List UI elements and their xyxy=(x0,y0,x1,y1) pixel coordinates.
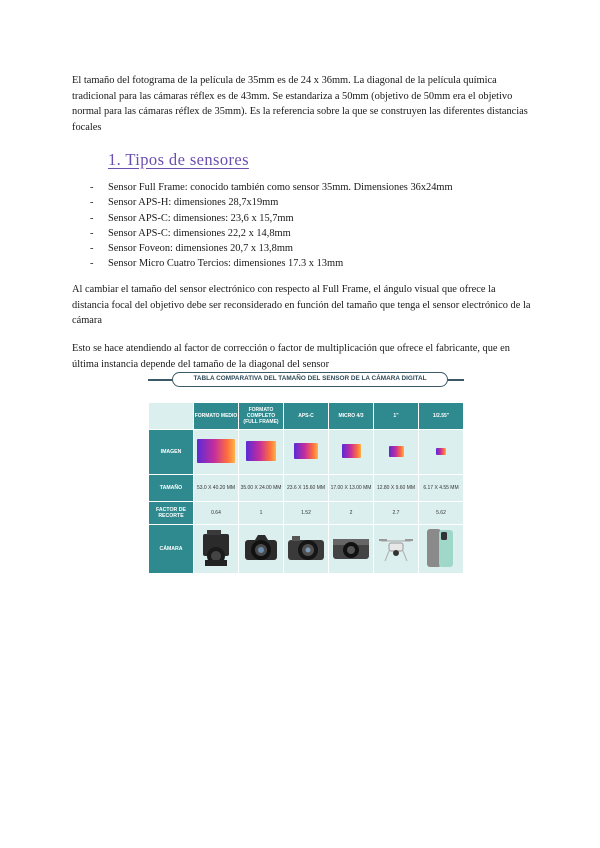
sensor-swatch-cell xyxy=(284,430,329,475)
smartphone-icon xyxy=(423,527,459,569)
column-header: FORMATO MEDIO xyxy=(194,403,239,430)
column-header: FORMATO COMPLETO (FULL FRAME) xyxy=(239,403,284,430)
row-label-image: IMAGEN xyxy=(149,430,194,475)
size-cell: 6.17 X 4.55 MM xyxy=(419,475,464,502)
micro43-camera-icon xyxy=(331,535,371,561)
sensor-comparison-figure xyxy=(148,370,464,580)
crop-factor-cell: 2 xyxy=(329,502,374,525)
sensor-swatch-cell xyxy=(374,430,419,475)
crop-factor-cell: 1 xyxy=(239,502,284,525)
list-item: - Sensor APS-C: dimensiones 22,2 x 14,8mm xyxy=(90,226,453,241)
intro-paragraph: El tamaño del fotograma de la película de 35mm es de 24 x 36mm. La diagonal de la película química tradicional para las cámaras réflex es de 43mm. Se estandariza a 50mm (objetivo de 50mm era el objetivo normal para las cámaras réflex de 35mm). Es la referencia sobre la que se construyen las diferentes distancias focales xyxy=(72,75,528,133)
size-cell: 35.00 X 24.00 MM xyxy=(239,475,284,502)
crop-factor-cell: 0.64 xyxy=(194,502,239,525)
sensor-swatch xyxy=(389,446,404,457)
size-cell: 53.0 X 40.20 MM xyxy=(194,475,239,502)
full-frame-camera-icon xyxy=(243,532,279,564)
section-heading: 1. Tipos de sensores xyxy=(108,150,249,169)
sensor-swatch xyxy=(197,439,235,463)
sensor-list xyxy=(90,180,453,272)
size-cell: 17.00 X 13.00 MM xyxy=(329,475,374,502)
row-label-crop-factor: FACTOR DE RECORTE xyxy=(149,502,194,525)
medium-format-camera-icon xyxy=(199,528,233,568)
list-item: - Sensor Full Frame: conocido también como sensor 35mm. Dimensiones 36x24mm xyxy=(90,180,453,195)
sensor-comparison-table xyxy=(148,402,464,574)
sensor-swatch xyxy=(342,444,361,458)
column-header: MICRO 4/3 xyxy=(329,403,374,430)
list-item: - Sensor Foveon: dimensiones 20,7 x 13,8mm xyxy=(90,241,453,256)
list-item: - Sensor Micro Cuatro Tercios: dimensiones 17.3 x 13mm xyxy=(90,256,453,271)
crop-factor-cell: 2.7 xyxy=(374,502,419,525)
figure-banner xyxy=(148,370,464,390)
sensor-swatch-cell xyxy=(329,430,374,475)
correction-factor-paragraph: Esto se hace atendiendo al factor de corrección o factor de multiplicación que ofrece el fabricante, que en última instancia depende del tamaño de la diagonal del sensor xyxy=(72,343,510,370)
sensor-swatch-cell xyxy=(194,430,239,475)
sensor-swatch-cell xyxy=(419,430,464,475)
row-label-camera: CÁMARA xyxy=(149,525,194,574)
column-header: 1/2.55" xyxy=(419,403,464,430)
column-header: APS-C xyxy=(284,403,329,430)
apsc-camera-icon xyxy=(286,533,326,563)
sensor-swatch xyxy=(294,443,318,459)
sensor-swatch-cell xyxy=(239,430,284,475)
sensor-swatch xyxy=(436,448,446,455)
figure-title: TABLA COMPARATIVA DEL TAMAÑO DEL SENSOR DE LA CÁMARA DIGITAL xyxy=(172,372,448,387)
list-item: - Sensor APS-H: dimensiones 28,7x19mm xyxy=(90,195,453,210)
sensor-swatch xyxy=(246,441,276,461)
crop-factor-cell: 5.62 xyxy=(419,502,464,525)
sensor-change-paragraph: Al cambiar el tamaño del sensor electrónico con respecto al Full Frame, el ángulo visual que ofrece la distancia focal del objetivo debe ser reconsiderado en función del tamaño que tenga el sensor electrónico de la cámara xyxy=(72,284,531,326)
list-item: - Sensor APS-C: dimensiones: 23,6 x 15,7mm xyxy=(90,211,453,226)
crop-factor-cell: 1.52 xyxy=(284,502,329,525)
table-corner xyxy=(149,403,194,430)
size-cell: 23.6 X 15.60 MM xyxy=(284,475,329,502)
column-header: 1" xyxy=(374,403,419,430)
row-label-size: TAMAÑO xyxy=(149,475,194,502)
drone-icon xyxy=(377,533,415,563)
size-cell: 12.80 X 9.60 MM xyxy=(374,475,419,502)
